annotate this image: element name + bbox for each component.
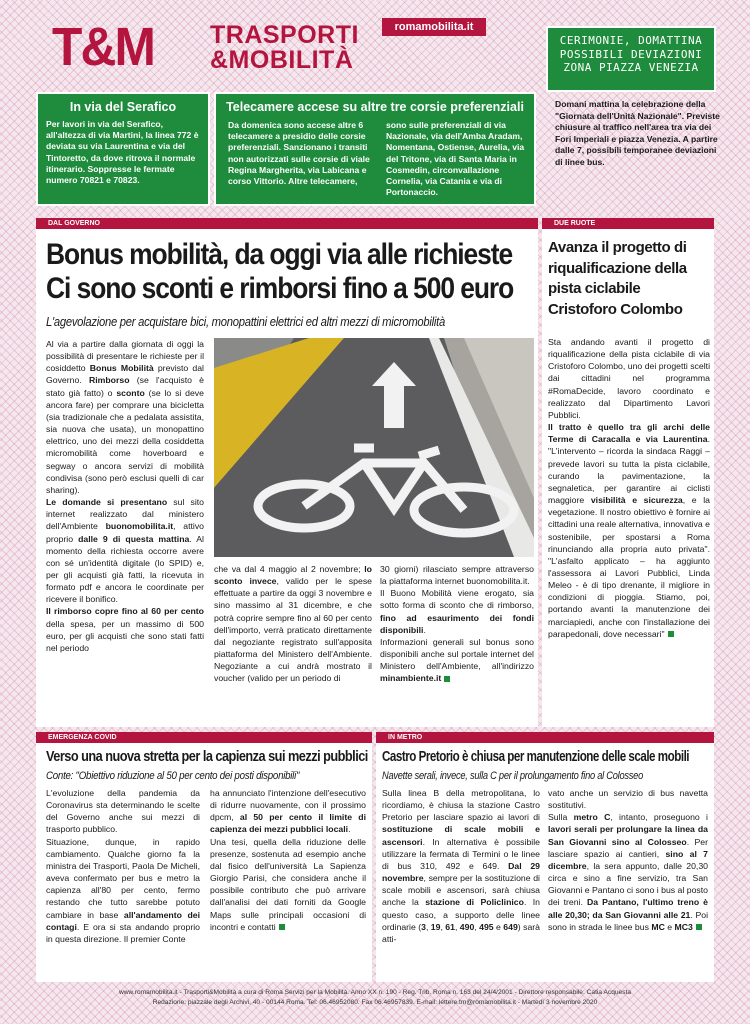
- main-title-line1: Bonus mobilità, da oggi via alle richieste: [46, 238, 513, 271]
- covid-title: Verso una nuova stretta per la capienza sui mezzi pubblici: [46, 749, 368, 765]
- telecamere-box: [214, 92, 536, 206]
- metro-col1: Sulla linea B della metropolitana, lo ricordiamo, è chiusa la stazione Castro Pretorio per lasciare spazio ai lavori di sostituzione di scale mobili e ascensori. In alternativa è possibile utilizzare la fermata di Termini o le linee di bus 310, 492 e 649. Dal 29 novembre, sempre per la sostituzione di scale mobili e ascensori, sarà chiusa anche la stazione di Policlinico. In questo caso, a supporto delle linee ordinarie (3, 19, 61, 490, 495 e 649) sarà atti-: [382, 788, 541, 944]
- telecamere-col1: Da domenica sono accese altre 6 telecamere a presidio delle corsie preferenziali. Sanzionano i transiti non autorizzati sulle corsie di viale Regina Margherita, via Labicana e corso Vittorio. Altre telecamere,: [228, 120, 370, 187]
- covid-col2: [210, 787, 366, 933]
- main-col1: Al via a partire dalla giornata di oggi la possibilità di presentare le richieste per il cosiddetto Bonus Mobilità previsto dal Governo. Rimborso (se l'acquisto è stato già fatto) o sconto (se lo si deve ancora fare) per comprare una bicicletta (sia tradizionale che a pedalata assistita, sia nuova che usata), un monopattino elettrico, uno dei mezzi della cosiddetta micromobilità come hoverboard e segway o ancora servizi di mobilità condivisa (sono però esclusi quelli di car sharing). Le domande si presentano sul sito internet realizzato dal ministero dell'Ambiente buonomobilita.it, attivo proprio dalle 9 di questa mattina. Al momento della richiesta occorre avere con sé un'identità digitale (lo SPID) e, per gli acquisti già fatti, la ricevuta in formato pdf e ancora le coordinate per ricevere il bonifico. Il rimborso copre fino al 60 per cento della spesa, per un massimo di 500 euro, per gli acquisti che sono stati fatti nel periodo: [46, 339, 205, 653]
- side-section-label: DUE RUOTE: [542, 218, 714, 229]
- main-col3: [380, 563, 534, 685]
- footer-line1: www.romamobilita.it - Trasporti&Mobilità a cura di Roma Servizi per la Mobilità. Anno XX n. 190 - Reg. Trib. Roma n. 163 del 24/4/2001 - Direttore responsabile: Catia Acquesta: [119, 989, 631, 996]
- logo-line1: TRASPORTI: [210, 21, 359, 49]
- footer: [36, 988, 714, 1007]
- side-article: [542, 218, 714, 727]
- masthead-logo: [52, 18, 382, 76]
- main-section-label: DAL GOVERNO: [36, 218, 538, 229]
- cerimonie-title-3: ZONA PIAZZA VENEZIA: [563, 61, 699, 74]
- serafico-text: Per lavori in via del Serafico, all'altezza di via Martini, la linea 772 è deviata su via Laurentina e via del Tintoretto, da dove ritrova il normale itinerario. Soppresse le fermate numero 70821 e 70823.: [46, 119, 199, 186]
- covid-col1: L'evoluzione della pandemia da Coronavirus sta determinando le scelte del Governo anche sui mezzi di trasporto pubblico. Situazione, dunque, in rapido cambiamento. Qualche giorno fa la ministra dei Trasporti, Paola De Micheli, aveva confermato per bus e metro la capienza all'80 per cento, fermo restando che tutto sarebbe potuto cambiare in base all'andamento dei contagi. E ora si sta andando proprio in questa direzione. Il premier Conte: [46, 788, 201, 944]
- main-title-line2: Ci sono sconti e rimborsi fino a 500 euro: [46, 272, 514, 305]
- metro-section-label: IN METRO: [376, 732, 714, 743]
- end-mark-icon: [696, 924, 702, 930]
- metro-title: Castro Pretorio è chiusa per manutenzione delle scale mobili: [382, 749, 690, 765]
- bike-lane-photo: [214, 338, 534, 557]
- cerimonie-box: [546, 26, 716, 92]
- main-title: [46, 238, 513, 306]
- covid-col2-text: ha annunciato l'intenzione dell'esecutivo di ridurre nuovamente, con il prossimo dpcm, al 50 per cento il limite di capienza dei mezzi pubblici locali. Una tesi, quella della riduzione delle presenze, sostenuta ad esempio anche dal fisico dell'università La Sapienza Giorgio Parisi, che considera anche il possibile contributo che può arrivare dall'analisi dei dati forniti da Google Maps sulle principali occasioni di incontri e contatti: [210, 788, 366, 932]
- covid-subtitle: Conte: "Obiettivo riduzione al 50 per cento dei posti disponibili": [46, 770, 300, 782]
- side-title: Avanza il progetto di riqualificazione della pista ciclabile Cristoforo Colombo: [548, 239, 687, 318]
- logo-line2: &MOBILITÀ: [210, 46, 354, 74]
- end-mark-icon: [668, 631, 674, 637]
- cerimonie-title-2: POSSIBILI DEVIAZIONI: [559, 47, 703, 61]
- side-text: Sta andando avanti il progetto di riqualificazione della pista ciclabile di via Cristoforo Colombo, uno dei progetti scelti dai cittadini nel programma #RomaDecide, lavoro coordinato e realizzato dal Dipartimento Lavori Pubblici. Il tratto è quello tra gli archi delle Terme di Caracalla e via Laurentina. "L'intervento – ricorda la sindaca Raggi – prevede lavori su tutta la pista ciclabile, curando la pavimentazione, la segnaletica, per garantire ai ciclisti maggiore visibilità e sicurezza, e la vegetazione. Il nostro obiettivo è fornire ai cittadini una reale alternativa, innovativa e sostenibile, per spostarsi a Roma rinunciando alla propria auto privata". "L'asfalto applicato – ha aggiunto l'assessora ai Lavori Pubblici, Linda Meleo - è di tipo drenante, il migliore in condizioni di pioggia. Stiamo, poi, portando avanti la manutenzione dei marciapiedi, anche con l'installazione dei parapedonali, dove necessari": [548, 337, 710, 639]
- metro-col2: [548, 787, 708, 933]
- end-mark-icon: [444, 676, 450, 682]
- telecamere-title: Telecamere accese su altre tre corsie preferenziali: [226, 100, 524, 114]
- main-article: [36, 218, 538, 727]
- main-col2: che va dal 4 maggio al 2 novembre; lo sconto invece, valido per le spese effettuate a partire da oggi 3 novembre e sino massimo al 31 dicembre, e che potrà coprire sempre fino al 60 per cento dell'importo, verrà praticato direttamente dal negoziante registrato sull'apposita piattaforma del Ministero dell'Ambiente. Negoziante a cui andrà mostrato il voucher (valido per un periodo di: [214, 564, 372, 684]
- cerimonie-title-1: CERIMONIE, DOMATTINA: [559, 34, 703, 47]
- main-col3-text: 30 giorni) rilasciato sempre attraverso la piattaforma internet buonomobilita.it. Il Buono Mobilità viene erogato, sia sotto forma di sconto che di rimborso, fino ad esaurimento dei fondi disponibili. Informazioni generali sul bonus sono disponibili anche sul portale internet del Ministero dell'Ambiente, all'indirizzo minambiente.it: [380, 564, 534, 684]
- metro-subtitle: Navette serali, invece, sulla C per il prolungamento fino al Colosseo: [382, 770, 644, 782]
- metro-article: [376, 732, 714, 982]
- serafico-title: In via del Serafico: [69, 100, 177, 114]
- side-body: [548, 336, 710, 640]
- telecamere-col2: sono sulle preferenziali di via Nazionale, via dell'Amba Aradam, Nomentana, Ostiense, Aurelia, via del Tritone, via di Santa Maria in Cosmedin, circonvallazione Cornelia, via Catania e via di Portonaccio.: [386, 120, 525, 198]
- metro-col2-text: vato anche un servizio di bus navetta sostitutivi. Sulla metro C, intanto, proseguono i lavori serali per prolungare la linea da San Giovanni sino al Colosseo. Per lasciare spazio ai cantieri, sino al 7 dicembre, la sera appunto, dalle 20,30 circa e sino a fine servizio, tra San Giovanni e Pantano ci sono i bus al posto dei treni. Da Pantano, l'ultimo treno è alle 20,30; da San Giovanni alle 21. Poi sono in strada le linee bus MC e MC3: [548, 788, 709, 932]
- covid-section-label: EMERGENZA COVID: [36, 732, 372, 743]
- end-mark-icon: [279, 924, 285, 930]
- site-url[interactable]: romamobilita.it: [382, 18, 486, 36]
- logo-tm: T&M: [52, 17, 155, 77]
- footer-line2: Redazione: piazzale degli Archivi, 40 - 00144 Roma. Tel: 06.46952080. Fax 06.46957839. E-mail: lettere.tm@romamobilita.it - Martedì 3 novembre 2020: [152, 998, 598, 1006]
- cerimonie-text: Domani mattina la celebrazione della "Giornata dell'Unità Nazionale". Previste chiusure al traffico nell'area tra via dei Fori Imperiali e piazza Venezia. A partire dalle 7, possibili temporanee deviazioni di linee bus.: [555, 99, 720, 167]
- serafico-box: [36, 92, 210, 206]
- covid-article: [36, 732, 372, 982]
- main-subtitle: L'agevolazione per acquistare bici, monopattini elettrici ed altri mezzi di micromobilità: [46, 315, 445, 329]
